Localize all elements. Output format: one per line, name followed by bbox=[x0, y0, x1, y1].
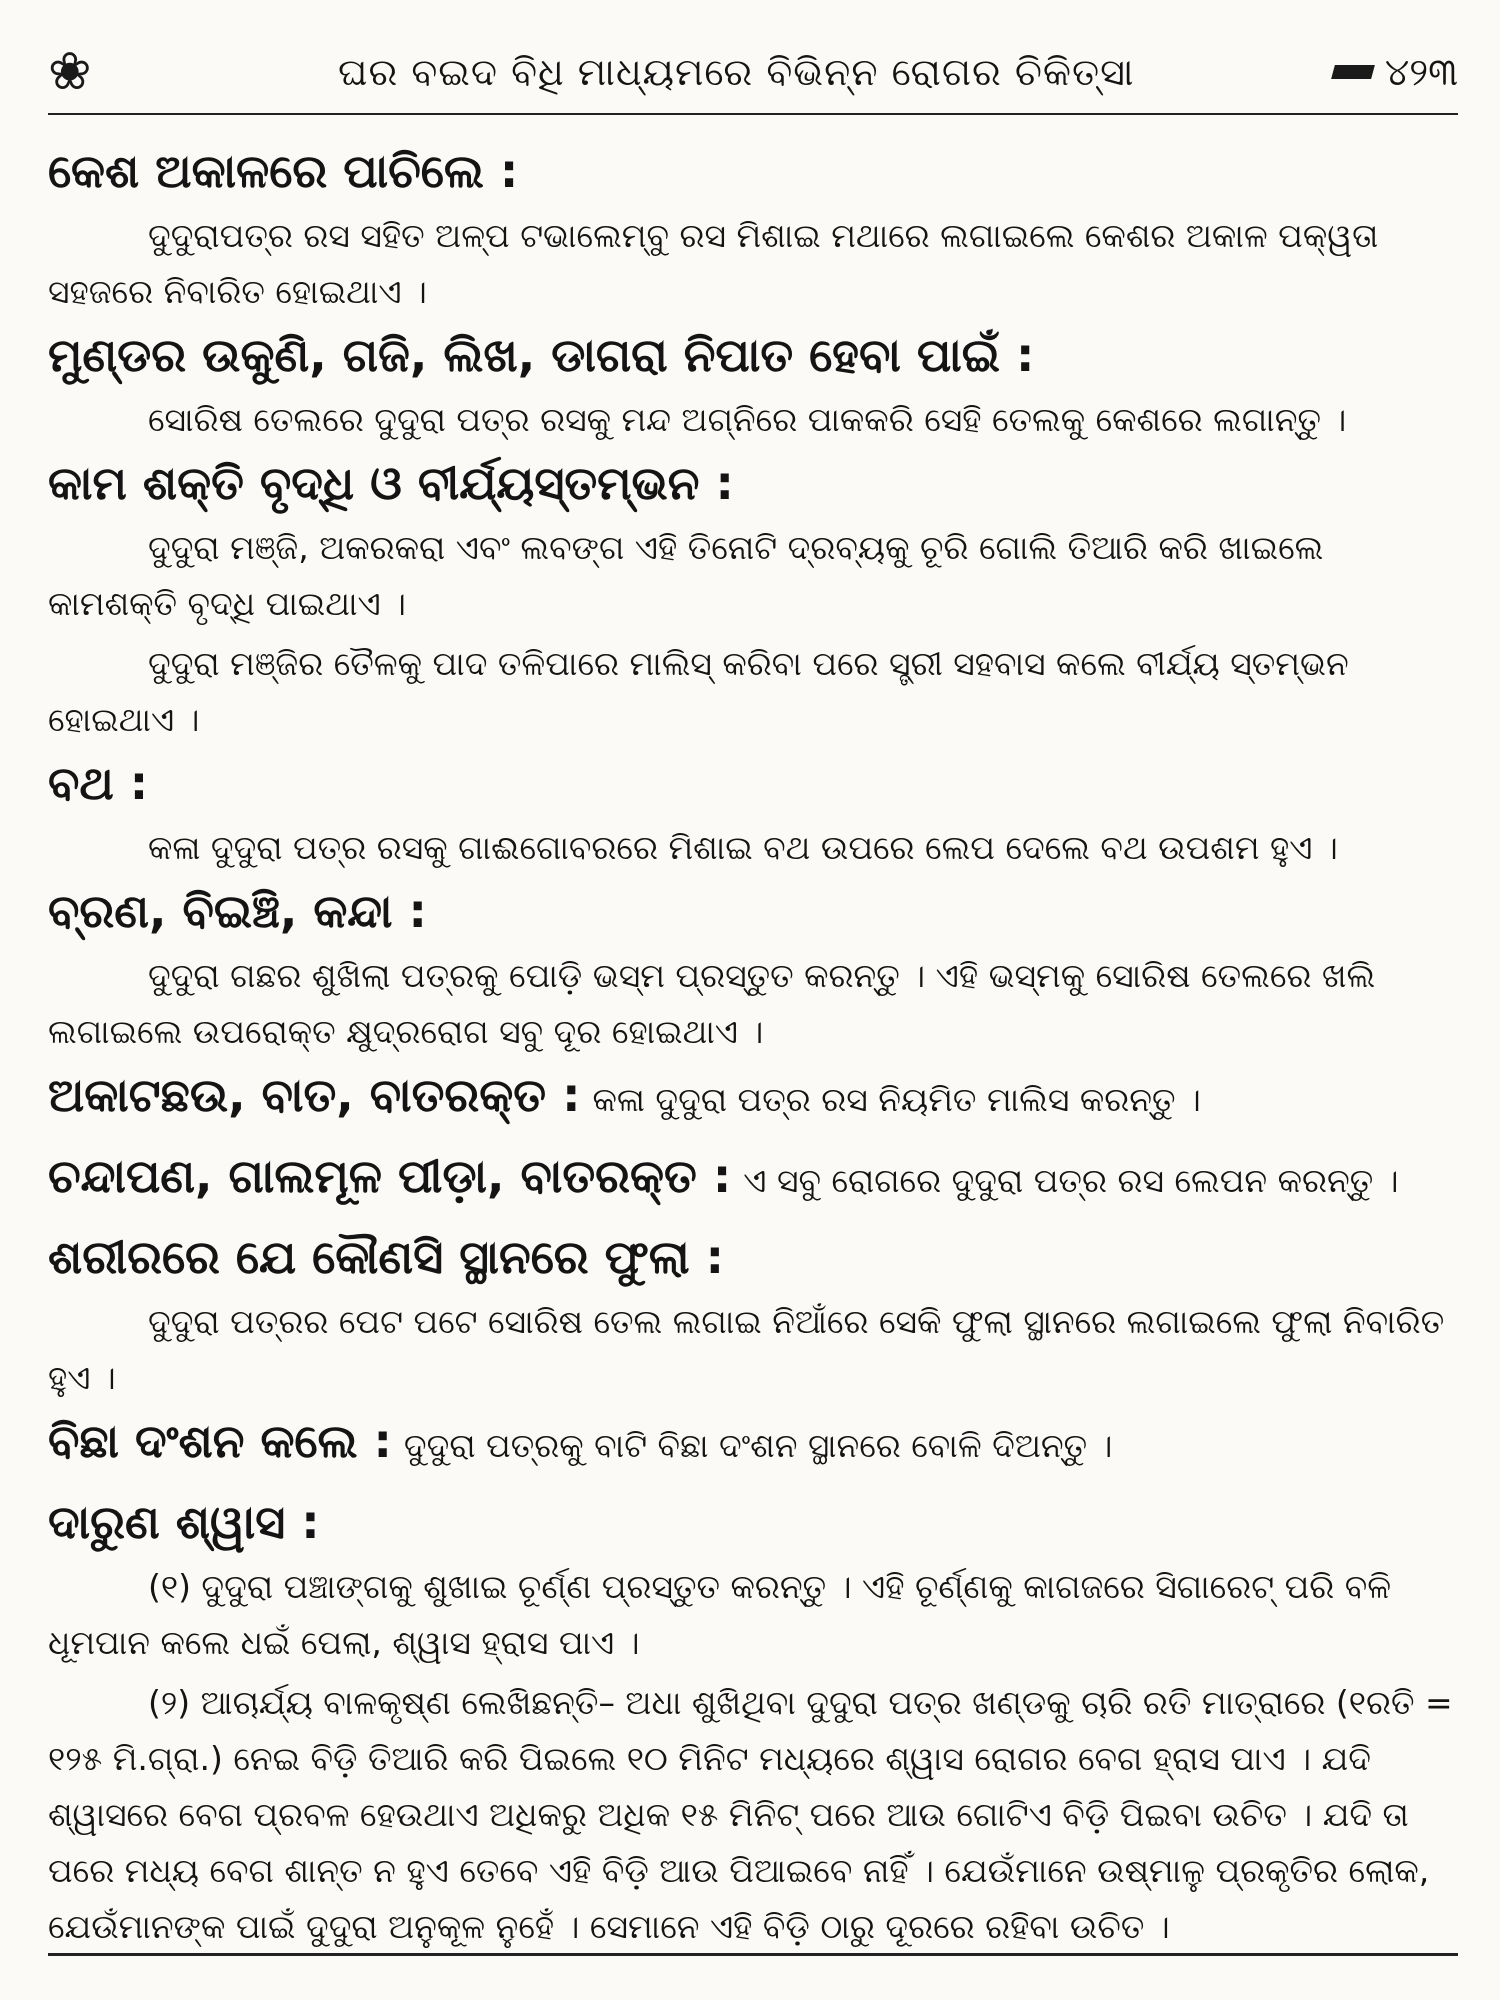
section-paragraph: (୧) ଦୁଦୁରା ପଞ୍ଚାଙ୍ଗକୁ ଶୁଖାଇ ଚୂର୍ଣ୍ଣ ପ୍ରସ୍ତୁତ କରନ୍ତୁ । ଏହି ଚୂର୍ଣ୍ଣକୁ କାଗଜରେ ସିଗାରେଟ୍ ପରି ବଳି ଧୂମପାନ କଲେ ଧଇଁ ପେଲା, ଶ୍ୱାସ ହ୍ରାସ ପାଏ । bbox=[48, 1567, 1392, 1662]
footer-divider bbox=[48, 1953, 1458, 1956]
section-paragraph: ସୋରିଷ ତେଲରେ ଦୁଦୁରା ପତ୍ର ରସକୁ ମନ୍ଦ ଅଗ୍ନିରେ ପାକକରି ସେହି ତେଲକୁ କେଶରେ ଲଗାନ୍ତୁ । bbox=[148, 400, 1347, 439]
running-title: ଘର ବଇଦ ବିଧି ମାଧ୍ୟମରେ ବିଭିନ୍ନ ରୋଗର ଚିକିତ୍ସା bbox=[338, 50, 1135, 94]
section-heading: ଅକାଟଛଉ, ବାତ, ବାତରକ୍ତ : bbox=[48, 1068, 581, 1122]
section-swelling bbox=[48, 1226, 1458, 1406]
section-heading: ଶରୀରରେ ଯେ କୌଣସି ସ୍ଥାନରେ ଫୁଲା : bbox=[48, 1230, 725, 1284]
section-head-lice bbox=[48, 324, 1458, 448]
section-paragraph: (୨) ଆଚାର୍ଯ୍ୟ ବାଳକୃଷ୍ଣ ଲେଖିଛନ୍ତି– ଅଧା ଶୁଖିଥିବା ଦୁଦୁରା ପତ୍ର ଖଣ୍ଡକୁ ଚାରି ରତି ମାତ୍ରାରେ (୧ରତି = ୧୨୫ ମି.ଗ୍ରା.) ନେଇ ବିଡ଼ି ତିଆରି କରି ପିଇଲେ ୧୦ ମିନିଟ ମଧ୍ୟରେ ଶ୍ୱାସ ରୋଗର ବେଗ ହ୍ରାସ ପାଏ । ଯଦି ଶ୍ୱାସରେ ବେଗ ପ୍ରବଳ ହେଉଥାଏ ଅଧିକରୁ ଅଧିକ ୧୫ ମିନିଟ୍ ପରେ ଆଉ ଗୋଟିଏ ବିଡ଼ି ପିଇବା ଉଚିତ । ଯଦି ତା ପରେ ମଧ୍ୟ ବେଗ ଶାନ୍ତ ନ ହୁଏ ତେବେ ଏହି ବିଡ଼ି ଆଉ ପିଆଇବେ ନାହିଁ । ଯେଉଁମାନେ ଉଷ୍ମାଳୁ ପ୍ରକୃତିର ଲୋକ, ଯେଉଁମାନଙ୍କ ପାଇଁ ଦୁଦୁରା ଅନୁକୂଳ ନୁହେଁ । ସେମାନେ ଏହି ବିଡ଼ି ଠାରୁ ଦୂରରେ ରହିବା ଉଚିତ । bbox=[48, 1683, 1453, 1946]
section-text: ଏ ସବୁ ରୋଗରେ ଦୁଦୁରା ପତ୍ର ରସ ଲେପନ କରନ୍ତୁ । bbox=[743, 1161, 1399, 1200]
section-paragraph: ଦୁଦୁରାପତ୍ର ରସ ସହିତ ଅଳ୍ପ ଟଭାଲେମ୍ବୁ ରସ ମିଶାଇ ମଥାରେ ଲଗାଇଲେ କେଶର ଅକାଳ ପକ୍ୱତା ସହଜରେ ନିବାରିତ ହୋଇଥାଏ । bbox=[48, 216, 1379, 311]
page-number-block bbox=[1333, 50, 1458, 94]
section-paragraph: ଦୁଦୁରା ଗଛର ଶୁଖିଲା ପତ୍ରକୁ ପୋଡ଼ି ଭସ୍ମ ପ୍ରସ୍ତୁତ କରନ୍ତୁ । ଏହି ଭସ୍ମକୁ ସୋରିଷ ତେଲରେ ଖଲି ଲଗାଇଲେ ଉପରୋକ୍ତ କ୍ଷୁଦ୍ରରୋଗ ସବୁ ଦୂର ହୋଇଥାଏ । bbox=[48, 956, 1376, 1051]
section-heading: ମୁଣ୍ଡର ଉକୁଣି, ଗଜି, ଲିଖ, ଡାଗରା ନିପାତ ହେବା ପାଇଁ : bbox=[48, 328, 1035, 382]
section-premature-greying bbox=[48, 140, 1458, 320]
section-heading: କେଶ ଅକାଳରେ ପାଚିଲେ : bbox=[48, 144, 519, 198]
page-body bbox=[48, 140, 1458, 1959]
section-paragraph: ଦୁଦୁରା ପତ୍ରର ପେଟ ପଟେ ସୋରିଷ ତେଲ ଲଗାଇ ନିଆଁରେ ସେକି ଫୁଲା ସ୍ଥାନରେ ଲଗାଇଲେ ଫୁଲା ନିବାରିତ ହୁଏ । bbox=[48, 1302, 1445, 1397]
section-scorpion-sting bbox=[48, 1410, 1458, 1483]
section-text: ଦୁଦୁରା ପତ୍ରକୁ ବାଟି ବିଛା ଦଂଶନ ସ୍ଥାନରେ ବୋଳି ଦିଅନ୍ତୁ । bbox=[403, 1426, 1113, 1465]
page-header bbox=[48, 40, 1458, 110]
section-mumps bbox=[48, 1145, 1458, 1218]
section-paragraph: ଦୁଦୁରା ମଞ୍ଜିର ତୈଳକୁ ପାଦ ତଳିପାରେ ମାଲିସ୍ କରିବା ପରେ ସ୍ତ୍ରୀ ସହବାସ କଲେ ବୀର୍ଯ୍ୟ ସ୍ତମ୍ଭନ ହୋଇଥାଏ । bbox=[48, 644, 1349, 739]
section-heading: ଚନ୍ଦାପଣ, ଗାଲମୂଳ ପୀଡ଼ା, ବାତରକ୍ତ : bbox=[48, 1149, 732, 1203]
header-divider bbox=[48, 113, 1458, 115]
section-asthma bbox=[48, 1491, 1458, 1955]
section-vitality bbox=[48, 452, 1458, 748]
section-heading: ବ୍ରଣ, ବିଇଞ୍ଚି, କନ୍ଦା : bbox=[48, 884, 427, 938]
page-mark-bar bbox=[1331, 65, 1375, 79]
section-paragraph: ଦୁଦୁରା ମଞ୍ଜି, ଅକରକରା ଏବଂ ଲବଙ୍ଗ ଏହି ତିନୋଟି ଦ୍ରବ୍ୟକୁ ଚୂରି ଗୋଲି ତିଆରି କରି ଖାଇଲେ କାମଶକ୍ତି ବୃଦ୍ଧି ପାଇଥାଏ । bbox=[48, 528, 1324, 623]
section-heading: ବିଛା ଦଂଶନ କଲେ : bbox=[48, 1414, 392, 1468]
section-heading: ଦାରୁଣ ଶ୍ୱାସ : bbox=[48, 1495, 320, 1549]
flower-ornament-icon: ❀ bbox=[48, 42, 92, 102]
section-gout bbox=[48, 1064, 1458, 1137]
page-number: ୪୨୩ bbox=[1384, 50, 1458, 94]
section-acne-boils bbox=[48, 880, 1458, 1060]
section-cold bbox=[48, 752, 1458, 876]
section-heading: ବଥ : bbox=[48, 756, 149, 810]
section-heading: କାମ ଶକ୍ତି ବୃଦ୍ଧି ଓ ବୀର୍ଯ୍ୟସ୍ତମ୍ଭନ : bbox=[48, 456, 734, 510]
section-paragraph: କଳା ଦୁଦୁରା ପତ୍ର ରସକୁ ଗାଈଗୋବରରେ ମିଶାଇ ବଥ ଉପରେ ଲେପ ଦେଲେ ବଥ ଉପଶମ ହୁଏ । bbox=[148, 828, 1338, 867]
section-text: କଳା ଦୁଦୁରା ପତ୍ର ରସ ନିୟମିତ ମାଲିସ କରନ୍ତୁ । bbox=[592, 1080, 1201, 1119]
